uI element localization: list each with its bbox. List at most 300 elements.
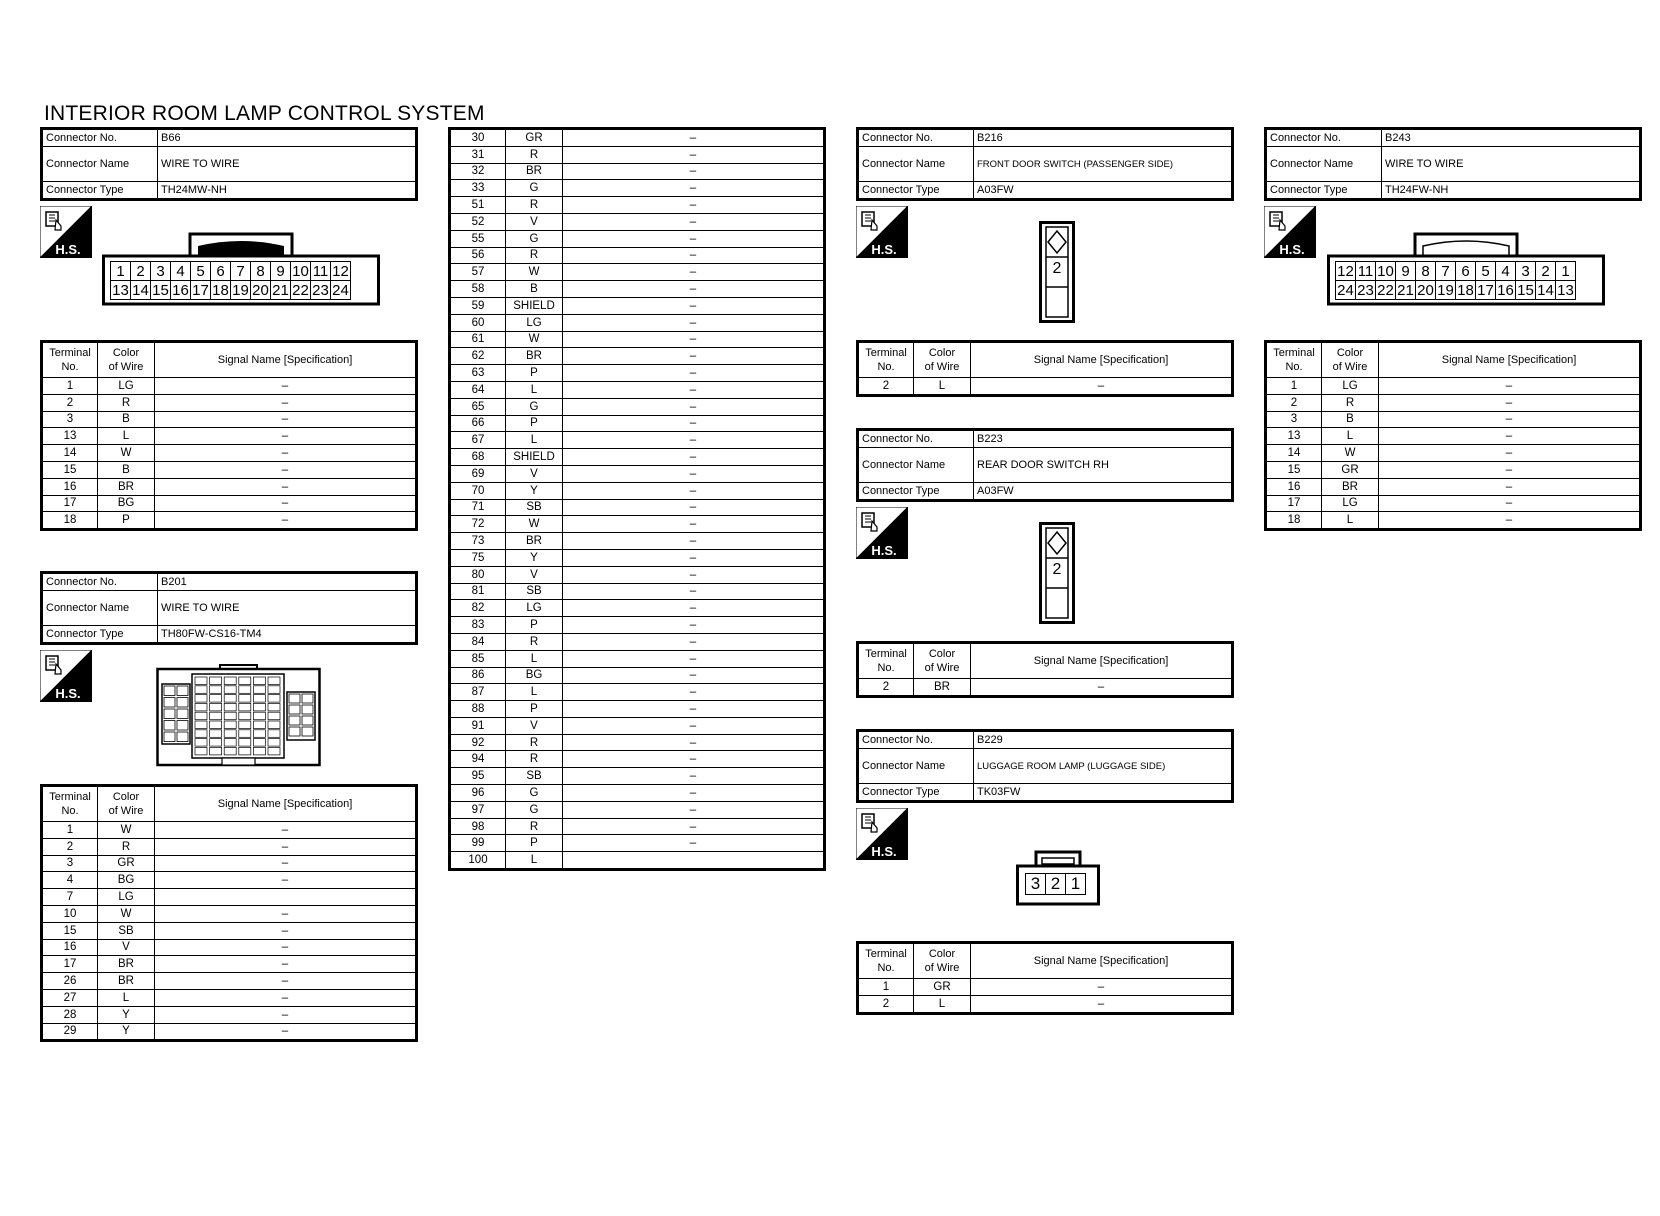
pin-cell: 2 — [1046, 874, 1066, 895]
connector-type-label: Connector Type — [42, 626, 158, 644]
wire-color-cell: LG — [98, 378, 155, 395]
terminal-no-cell: 73 — [450, 533, 506, 550]
terminal-no-cell: 1 — [858, 979, 914, 996]
pin-cell: 20 — [1417, 281, 1434, 299]
pin-cell: 5 — [191, 262, 211, 281]
pin-cell: 6 — [1456, 262, 1476, 281]
wire-color-cell: R — [98, 838, 155, 855]
signal-name-cell: – — [563, 314, 825, 331]
wire-color-cell: BR — [1322, 478, 1379, 495]
table-row — [450, 768, 825, 785]
signal-name-cell: – — [563, 180, 825, 197]
terminal-no-cell: 18 — [42, 512, 98, 530]
wire-color-cell: W — [1322, 445, 1379, 462]
connector-name-value: FRONT DOOR SWITCH (PASSENGER SIDE) — [974, 147, 1233, 182]
wire-color-cell: P — [506, 365, 563, 382]
terminal-no-cell: 30 — [450, 129, 506, 147]
wire-color-cell: B — [506, 281, 563, 298]
signal-name-cell: – — [155, 922, 417, 939]
terminal-no-cell: 52 — [450, 213, 506, 230]
terminal-no-cell: 15 — [42, 461, 98, 478]
signal-name-cell: – — [563, 398, 825, 415]
signal-name-cell: – — [563, 617, 825, 634]
terminal-table-b201-continued — [448, 127, 826, 871]
connector-no-value: B216 — [974, 129, 1233, 147]
connector-type-label: Connector Type — [42, 182, 158, 200]
table-row — [42, 989, 417, 1006]
signal-name-cell: – — [155, 495, 417, 512]
table-row — [1266, 478, 1641, 495]
page-title: INTERIOR ROOM LAMP CONTROL SYSTEM — [44, 102, 485, 125]
wire-color-cell: Y — [98, 1023, 155, 1041]
table-row — [450, 314, 825, 331]
signal-name-cell — [155, 889, 417, 906]
terminal-no-cell: 32 — [450, 163, 506, 180]
table-row — [42, 956, 417, 973]
signal-name-cell: – — [971, 995, 1233, 1013]
table-row — [42, 378, 417, 395]
connector-name-label: Connector Name — [858, 448, 974, 483]
connector-type-value: A03FW — [974, 483, 1233, 501]
pin-cell: 23 — [312, 281, 329, 299]
wire-color-cell: P — [506, 415, 563, 432]
pin-grid — [1335, 261, 1576, 300]
table-row — [450, 818, 825, 835]
terminal-no-cell: 27 — [42, 989, 98, 1006]
wire-color-cell: V — [506, 213, 563, 230]
signal-name-cell: – — [1379, 428, 1641, 445]
table-row — [450, 146, 825, 163]
pin-cell: 19 — [232, 281, 249, 299]
wire-color-cell: L — [914, 378, 971, 396]
table-row — [1266, 445, 1641, 462]
terminal-table-b243: Terminal No. Color of Wire Signal Name [Specification] 1 LG – 2 R – 3 B – 13 L – 14 W – 15 GR – 16 BR – 17 LG – 18 L – — [1264, 340, 1642, 531]
pin-cell: 3 — [151, 262, 171, 281]
connector-no-value: B66 — [158, 129, 417, 147]
terminal-no-cell: 71 — [450, 499, 506, 516]
wire-color-cell: Y — [506, 549, 563, 566]
signal-name-cell: – — [563, 516, 825, 533]
connector-face-b229 — [1016, 850, 1100, 906]
table-row — [42, 973, 417, 990]
wire-color-cell: G — [506, 180, 563, 197]
signal-name-cell: – — [563, 348, 825, 365]
signal-name-cell: – — [563, 281, 825, 298]
terminal-no-cell: 16 — [42, 478, 98, 495]
table-row — [450, 398, 825, 415]
connector-type-value: TH24FW-NH — [1382, 182, 1641, 200]
terminal-no-cell: 61 — [450, 331, 506, 348]
connector-no-label: Connector No. — [42, 573, 158, 591]
signal-name-cell: – — [563, 650, 825, 667]
terminal-no-cell: 15 — [42, 922, 98, 939]
connector-type-label: Connector Type — [858, 182, 974, 200]
table-row — [450, 835, 825, 852]
terminal-table-b229: Terminal No. Color of Wire Signal Name [Specification] 1 GR – 2 L – — [856, 941, 1234, 1015]
table-row — [450, 213, 825, 230]
table-row — [450, 717, 825, 734]
terminal-no-cell: 100 — [450, 852, 506, 870]
wire-color-cell: R — [506, 734, 563, 751]
terminal-no-cell: 4 — [42, 872, 98, 889]
table-row — [450, 785, 825, 802]
signal-name-cell: – — [1379, 394, 1641, 411]
connector-no-label: Connector No. — [858, 129, 974, 147]
harness-side-icon — [856, 507, 908, 559]
terminal-no-cell: 29 — [42, 1023, 98, 1041]
signal-name-cell: – — [563, 600, 825, 617]
connector-name-label: Connector Name — [1266, 147, 1382, 182]
terminal-no-cell: 16 — [1266, 478, 1322, 495]
wire-color-cell: GR — [914, 979, 971, 996]
pin-label: 2 — [1052, 260, 1062, 277]
terminal-no-cell: 97 — [450, 801, 506, 818]
wire-color-cell: G — [506, 801, 563, 818]
pin-cell: 12 — [332, 262, 349, 280]
pin-cell: 12 — [1337, 262, 1354, 280]
wire-color-cell: LG — [506, 600, 563, 617]
connector-name-value: WIRE TO WIRE — [158, 591, 417, 626]
table-row — [450, 566, 825, 583]
terminal-no-cell: 1 — [42, 822, 98, 839]
signal-name-cell: – — [155, 461, 417, 478]
signal-name-cell: – — [155, 378, 417, 395]
hs-label: H.S. — [55, 242, 81, 257]
terminal-table-b201: Terminal No. Color of Wire Signal Name [Specification] 1 W – 2 R – 3 GR – 4 BG – 7 LG 10 W – 15 SB – 16 V – 17 BR – 26 BR – 27 L – 28 Y – 29 Y – — [40, 784, 418, 1042]
pin-cell: 3 — [1026, 874, 1046, 895]
table-row — [858, 378, 1233, 396]
signal-name-cell: – — [563, 230, 825, 247]
terminal-no-cell: 28 — [42, 1006, 98, 1023]
wire-color-cell: SHIELD — [506, 297, 563, 314]
signal-name-cell: – — [155, 478, 417, 495]
wire-color-cell: BR — [914, 679, 971, 697]
table-row — [450, 449, 825, 466]
table-row — [42, 411, 417, 428]
pin-cell: 16 — [172, 281, 189, 299]
hs-label: H.S. — [55, 686, 81, 701]
table-row — [858, 979, 1233, 996]
signal-name-cell: – — [1379, 378, 1641, 395]
terminal-no-cell: 2 — [1266, 394, 1322, 411]
table-row — [42, 394, 417, 411]
terminal-no-cell: 64 — [450, 381, 506, 398]
table-row — [450, 583, 825, 600]
wire-color-cell: BR — [98, 956, 155, 973]
terminal-no-cell: 33 — [450, 180, 506, 197]
signal-name-cell: – — [563, 264, 825, 281]
terminal-no-cell: 99 — [450, 835, 506, 852]
wire-color-cell: GR — [506, 129, 563, 147]
table-row — [450, 247, 825, 264]
table-row — [450, 129, 825, 147]
wire-color-cell: R — [506, 751, 563, 768]
wire-color-cell: L — [914, 995, 971, 1013]
signal-name-cell: – — [155, 905, 417, 922]
table-row — [450, 465, 825, 482]
wire-color-cell: GR — [1322, 461, 1379, 478]
harness-side-icon — [40, 206, 92, 258]
pin-cell: 18 — [1457, 281, 1474, 299]
signal-name-cell: – — [563, 751, 825, 768]
wire-color-cell: B — [98, 461, 155, 478]
table-row — [858, 995, 1233, 1013]
pin-cell: 21 — [1397, 281, 1414, 299]
signal-name-cell: – — [563, 365, 825, 382]
signal-name-cell: – — [563, 566, 825, 583]
wire-color-cell: V — [98, 939, 155, 956]
harness-side-graphic — [856, 206, 908, 258]
table-row — [42, 495, 417, 512]
signal-name-cell: – — [155, 838, 417, 855]
wire-color-cell: L — [1322, 428, 1379, 445]
terminal-no-cell: 2 — [858, 679, 914, 697]
wire-color-cell: P — [506, 701, 563, 718]
signal-name-cell: – — [563, 213, 825, 230]
wire-color-cell: BG — [506, 667, 563, 684]
table-row — [42, 428, 417, 445]
wire-color-cell: SB — [98, 922, 155, 939]
harness-side-icon — [1264, 206, 1316, 258]
wire-color-cell: SB — [506, 768, 563, 785]
wire-color-cell: LG — [98, 889, 155, 906]
table-row — [450, 230, 825, 247]
signal-name-cell: – — [155, 973, 417, 990]
terminal-no-cell: 62 — [450, 348, 506, 365]
connector-face-b201 — [156, 664, 321, 768]
connector-no-label: Connector No. — [1266, 129, 1382, 147]
signal-name-cell: – — [563, 465, 825, 482]
wire-color-cell: BG — [98, 495, 155, 512]
wire-color-cell: GR — [98, 855, 155, 872]
wire-color-cell: W — [506, 331, 563, 348]
table-row — [450, 533, 825, 550]
table-row — [1266, 495, 1641, 512]
connector-name-label: Connector Name — [42, 591, 158, 626]
connector-header-b223 — [856, 428, 1234, 502]
table-row — [42, 939, 417, 956]
wire-color-cell: W — [98, 822, 155, 839]
pin-cell: 9 — [271, 262, 291, 281]
pin-cell: 5 — [1476, 262, 1496, 281]
connector-no-value: B201 — [158, 573, 417, 591]
wire-color-cell: R — [506, 633, 563, 650]
terminal-no-cell: 63 — [450, 365, 506, 382]
wire-color-cell: L — [506, 650, 563, 667]
wire-color-cell: W — [98, 905, 155, 922]
connector-header-b66 — [40, 127, 418, 201]
connector-type-value: TH80FW-CS16-TM4 — [158, 626, 417, 644]
terminal-no-cell: 2 — [42, 394, 98, 411]
signal-name-cell: – — [971, 679, 1233, 697]
wire-color-cell: G — [506, 398, 563, 415]
table-row — [450, 801, 825, 818]
signal-name-cell: – — [155, 394, 417, 411]
pin-cell: 20 — [252, 281, 269, 299]
connector-name-value: LUGGAGE ROOM LAMP (LUGGAGE SIDE) — [974, 749, 1233, 784]
terminal-no-cell: 69 — [450, 465, 506, 482]
terminal-no-cell: 60 — [450, 314, 506, 331]
signal-name-cell: – — [563, 549, 825, 566]
pin-cell: 18 — [212, 281, 229, 299]
wire-color-cell: LG — [506, 314, 563, 331]
hs-label: H.S. — [871, 844, 897, 859]
table-row — [450, 197, 825, 214]
hs-label: H.S. — [1279, 242, 1305, 257]
signal-name-cell: – — [155, 1023, 417, 1041]
table-row — [450, 381, 825, 398]
terminal-no-cell: 98 — [450, 818, 506, 835]
pin-cell: 4 — [171, 262, 191, 281]
table-row — [450, 163, 825, 180]
pin-cell: 17 — [1477, 281, 1494, 299]
table-row — [450, 365, 825, 382]
terminal-no-cell: 66 — [450, 415, 506, 432]
table-row — [450, 600, 825, 617]
terminal-no-cell: 2 — [858, 378, 914, 396]
table-row — [42, 872, 417, 889]
table-row — [450, 667, 825, 684]
connector-no-label: Connector No. — [42, 129, 158, 147]
wire-color-cell: L — [506, 381, 563, 398]
terminal-table-b223: Terminal No. Color of Wire Signal Name [Specification] 2 BR – — [856, 641, 1234, 698]
wire-color-cell: BR — [98, 478, 155, 495]
terminal-no-cell: 51 — [450, 197, 506, 214]
terminal-table-b216: Terminal No. Color of Wire Signal Name [Specification] 2 L – — [856, 340, 1234, 397]
connector-outline — [156, 664, 321, 768]
pin-cell: 14 — [132, 281, 149, 299]
harness-side-icon — [40, 650, 92, 702]
wire-color-cell: W — [506, 516, 563, 533]
wire-color-cell: B — [1322, 411, 1379, 428]
table-row — [450, 432, 825, 449]
table-row — [42, 1006, 417, 1023]
wire-color-cell: R — [506, 197, 563, 214]
signal-name-cell: – — [563, 449, 825, 466]
terminal-table-b66: Terminal No. Color of Wire Signal Name [Specification] 1 LG – 2 R – 3 B – 13 L – 14 W – 15 B – 16 BR – 17 BG – 18 P – — [40, 340, 418, 531]
pin-cell: 24 — [332, 281, 349, 299]
wire-color-cell: BR — [506, 348, 563, 365]
wire-color-cell: W — [98, 445, 155, 462]
pin-cell: 3 — [1516, 262, 1536, 281]
signal-name-cell: – — [971, 979, 1233, 996]
terminal-no-cell: 70 — [450, 482, 506, 499]
wire-color-cell: BR — [506, 533, 563, 550]
harness-side-graphic — [856, 808, 908, 860]
table-row — [450, 734, 825, 751]
connector-name-label: Connector Name — [42, 147, 158, 182]
wire-color-cell: SHIELD — [506, 449, 563, 466]
signal-name-cell: – — [563, 381, 825, 398]
terminal-no-cell: 88 — [450, 701, 506, 718]
wire-color-cell: L — [98, 428, 155, 445]
table-row — [42, 838, 417, 855]
connector-header-b216 — [856, 127, 1234, 201]
terminal-no-cell: 17 — [42, 956, 98, 973]
pin-grid — [1025, 873, 1086, 895]
table-row — [450, 297, 825, 314]
signal-name-cell: – — [1379, 461, 1641, 478]
pin-cell: 22 — [292, 281, 309, 299]
terminal-no-cell: 87 — [450, 684, 506, 701]
wire-color-cell: L — [1322, 512, 1379, 530]
wire-color-cell: BR — [506, 163, 563, 180]
table-row — [42, 1023, 417, 1041]
connector-name-label: Connector Name — [858, 147, 974, 182]
pin-cell: 15 — [1517, 281, 1534, 299]
terminal-no-cell: 2 — [858, 995, 914, 1013]
wire-color-cell: V — [506, 465, 563, 482]
signal-name-cell: – — [155, 939, 417, 956]
terminal-no-cell: 18 — [1266, 512, 1322, 530]
harness-side-graphic — [856, 507, 908, 559]
table-row — [450, 180, 825, 197]
connector-type-label: Connector Type — [858, 784, 974, 802]
connector-type-value: A03FW — [974, 182, 1233, 200]
harness-side-graphic — [1264, 206, 1316, 258]
table-row — [42, 922, 417, 939]
pin-cell: 9 — [1396, 262, 1416, 281]
pin-cell: 6 — [211, 262, 231, 281]
signal-name-cell: – — [563, 331, 825, 348]
table-row — [42, 478, 417, 495]
signal-name-cell: – — [1379, 495, 1641, 512]
terminal-no-cell: 82 — [450, 600, 506, 617]
table-row — [450, 650, 825, 667]
signal-name-cell: – — [563, 482, 825, 499]
connector-type-label: Connector Type — [858, 483, 974, 501]
pin-cell: 22 — [1377, 281, 1394, 299]
table-row — [450, 499, 825, 516]
table-row — [450, 633, 825, 650]
signal-name-cell: – — [563, 785, 825, 802]
wire-color-cell: BG — [98, 872, 155, 889]
terminal-no-cell: 58 — [450, 281, 506, 298]
pin-cell: 16 — [1497, 281, 1514, 299]
terminal-no-cell: 95 — [450, 768, 506, 785]
connector-face-b216 — [1039, 221, 1075, 323]
table-row — [1266, 428, 1641, 445]
signal-name-cell: – — [563, 633, 825, 650]
pin-cell: 13 — [112, 281, 129, 299]
hs-label: H.S. — [871, 242, 897, 257]
signal-name-cell: – — [563, 818, 825, 835]
pin-cell: 1 — [111, 262, 131, 281]
pin-cell: 17 — [192, 281, 209, 299]
connector-face-b66 — [102, 232, 380, 306]
signal-name-cell: – — [563, 197, 825, 214]
pin-cell: 11 — [311, 262, 331, 281]
table-row — [450, 482, 825, 499]
table-row — [450, 415, 825, 432]
pin-grid — [110, 261, 351, 300]
wire-color-cell: Y — [506, 482, 563, 499]
wire-color-cell: L — [506, 684, 563, 701]
terminal-no-cell: 14 — [1266, 445, 1322, 462]
table-row — [450, 751, 825, 768]
connector-no-label: Connector No. — [858, 731, 974, 749]
table-row — [42, 445, 417, 462]
wire-color-cell: V — [506, 717, 563, 734]
terminal-no-cell: 3 — [1266, 411, 1322, 428]
terminal-no-cell: 31 — [450, 146, 506, 163]
signal-name-cell: – — [155, 445, 417, 462]
connector-name-value: WIRE TO WIRE — [158, 147, 417, 182]
table-row — [450, 264, 825, 281]
wire-color-cell: V — [506, 566, 563, 583]
terminal-no-cell: 15 — [1266, 461, 1322, 478]
wire-color-cell: L — [98, 989, 155, 1006]
